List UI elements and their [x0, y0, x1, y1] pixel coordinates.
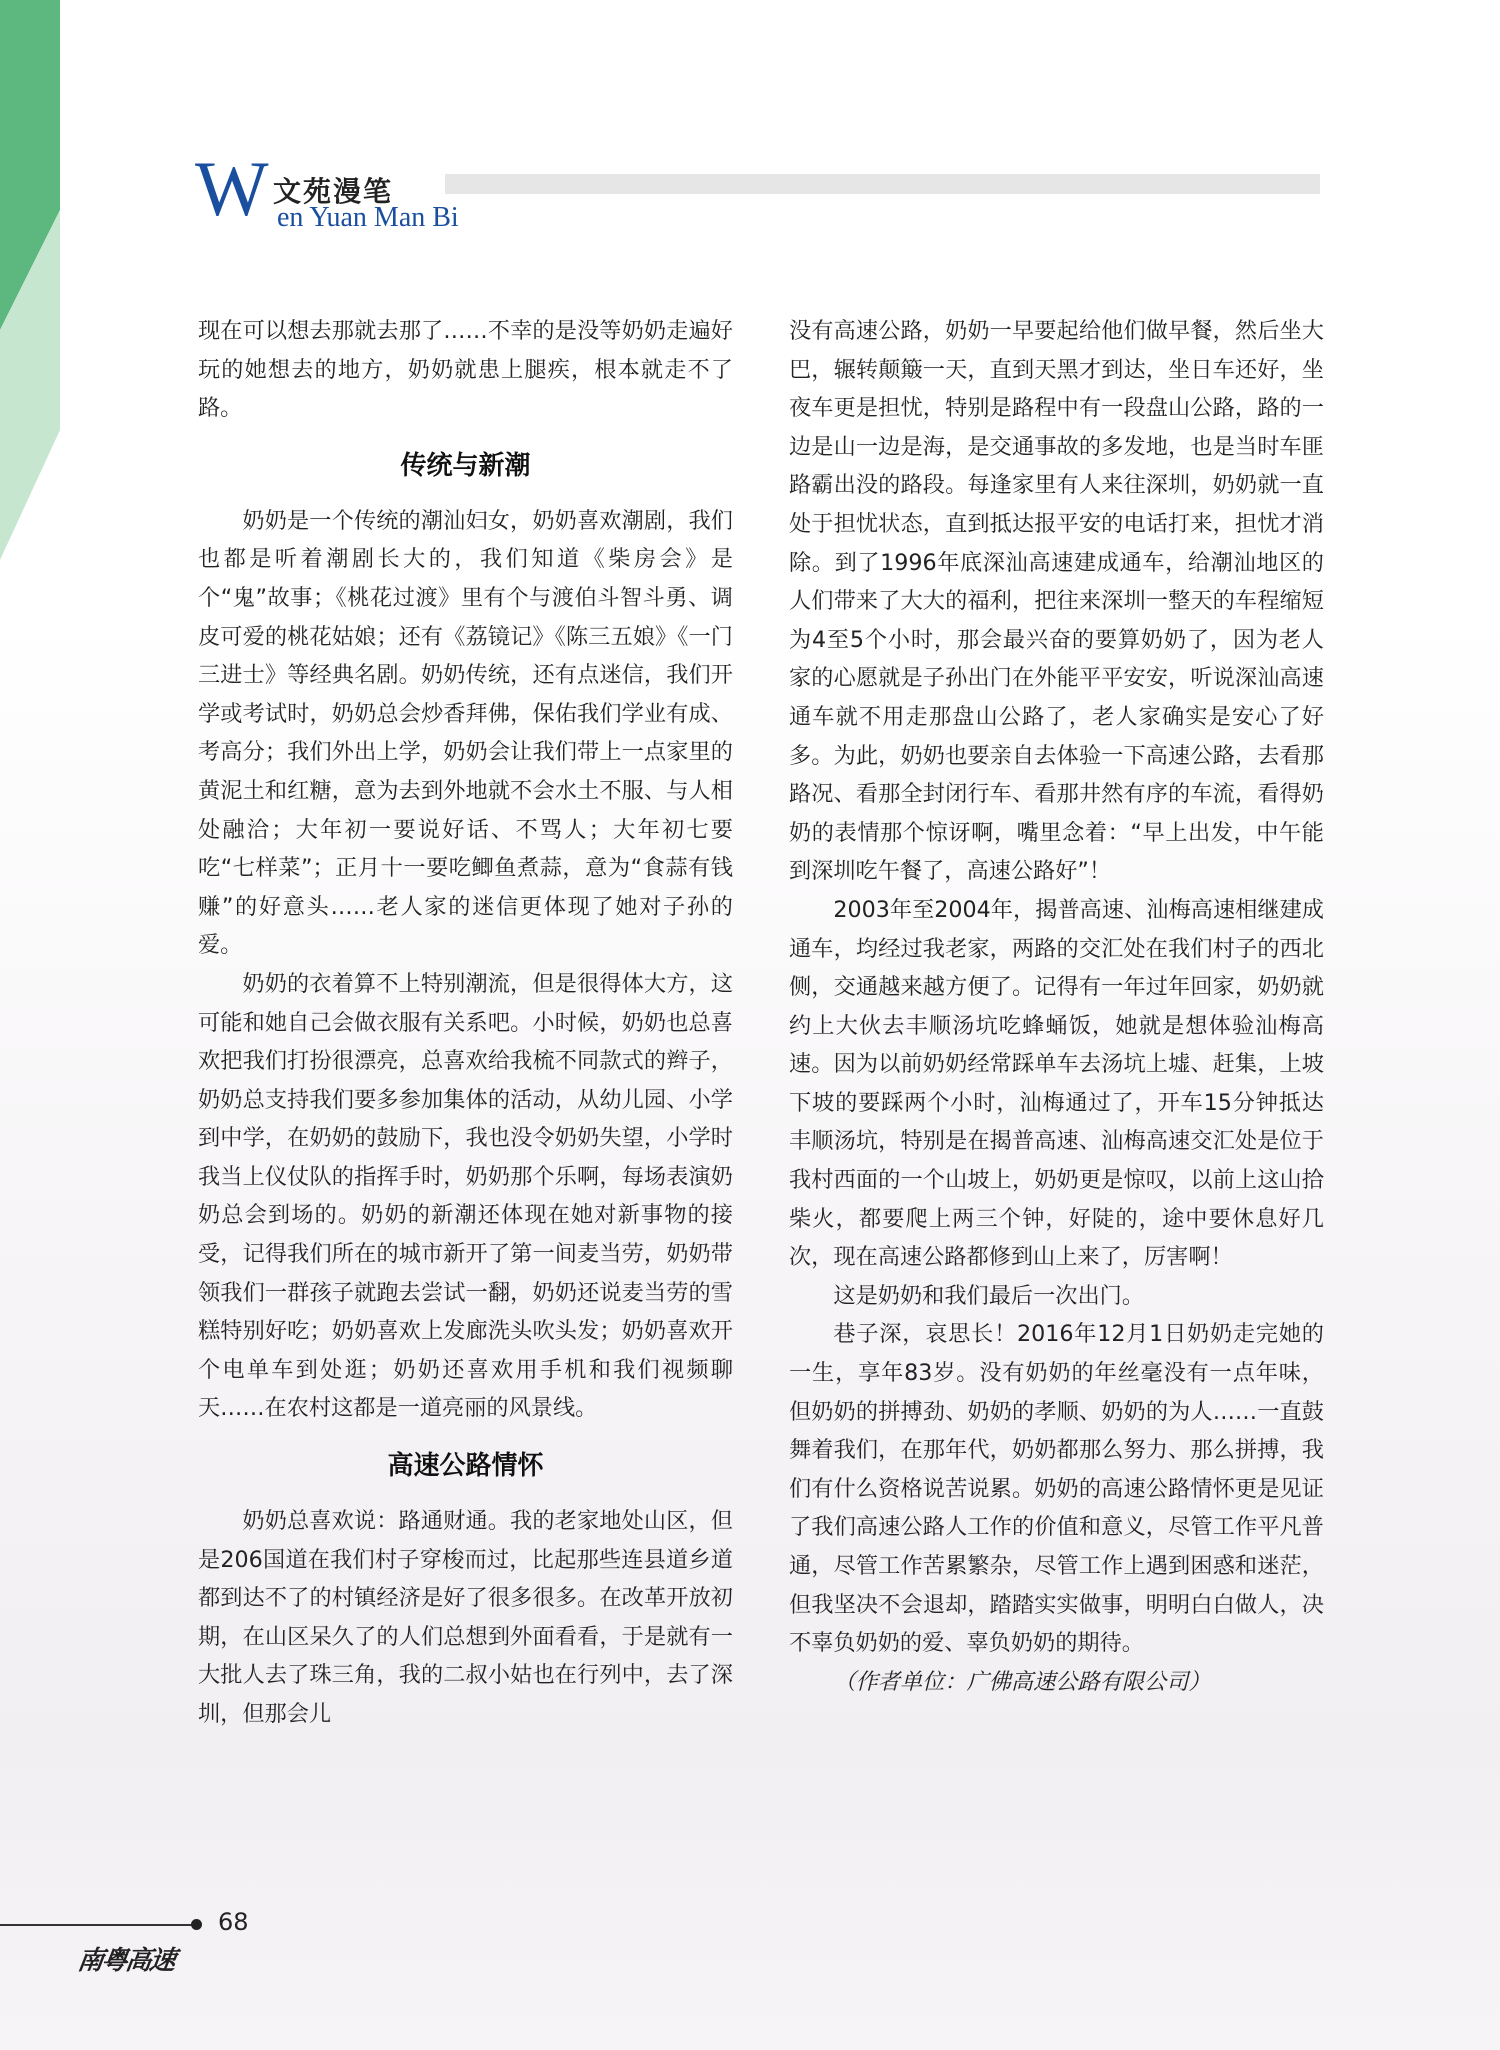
header-bar	[445, 174, 1320, 194]
left-column	[198, 312, 733, 1734]
section-title-chinese: 文苑漫笔	[273, 175, 394, 208]
paragraph-fashion: 奶奶的衣着算不上特别潮流，但是很得体大方，这可能和她自己会做衣服有关系吧。小时候，奶奶也总喜欢把我们打扮很漂亮，总喜欢给我梳不同款式的辫子，奶奶总支持我们要多参加集体的活动，从幼儿园、小学到中学，在奶奶的鼓励下，我也没令奶奶失望，小学时我当上仪仗队的指挥手时，奶奶那个乐啊，每场表演奶奶总会到场的。奶奶的新潮还体现在她对新事物的接受，记得我们所在的城市新开了第一间麦当劳，奶奶带领我们一群孩子就跑去尝试一翻，奶奶还说麦当劳的雪糕特别好吃；奶奶喜欢上发廊洗头吹头发；奶奶喜欢开个电单车到处逛；奶奶还喜欢用手机和我们视频聊天……在农村这都是一道亮丽的风景线。	[198, 970, 733, 1422]
author-credit: （作者单位：广佛高速公路有限公司）	[833, 1668, 1211, 1695]
magazine-logo: 南粤高速	[75, 1946, 176, 1976]
paragraph-traditional: 奶奶是一个传统的潮汕妇女，奶奶喜欢潮剧，我们也都是听着潮剧长大的，我们知道《柴房会》是个“鬼”故事；《桃花过渡》里有个与渡伯斗智斗勇、调皮可爱的桃花姑娘；还有《荔镜记》《陈三五娘》《一门三进士》等经典名剧。奶奶传统，还有点迷信，我们开学或考试时，奶奶总会炒香拜佛，保佑我们学业有成、考高分；我们外出上学，奶奶会让我们带上一点家里的黄泥土和红糖，意为去到外地就不会水土不服、与人相处融洽；大年初一要说好话、不骂人；大年初七要吃“七样菜”；正月十一要吃鲫鱼煮蒜，意为“食蒜有钱赚”的好意头……老人家的迷信更体现了她对子孙的爱。	[198, 507, 733, 959]
paragraph-intro: 现在可以想去那就去那了……不幸的是没等奶奶走遍好玩的她想去的地方，奶奶就患上腿疾，根本就走不了路。	[198, 318, 733, 422]
subheading-highway: 高速公路情怀	[387, 1451, 544, 1482]
paragraph-farewell: 巷子深，哀思长！2016年12月1日奶奶走完她的一生，享年83岁。没有奶奶的年丝毫没有一点年味，但奶奶的拼搏劲、奶奶的孝顺、奶奶的为人……一直鼓舞着我们，在那年代，奶奶都那么努力、那么拼搏，我们有什么资格说苦说累。奶奶的高速公路情怀更是见证了我们高速公路人工作的价值和意义，尽管工作平凡普通，尽管工作苦累繁杂，尽管工作上遇到困惑和迷茫，但我坚决不会退却，踏踏实实做事，明明白白做人，决不辜负奶奶的爱、辜负奶奶的期待。	[789, 1321, 1324, 1657]
right-column	[789, 312, 1324, 1701]
paragraph-last-trip: 这是奶奶和我们最后一次出门。	[833, 1282, 1145, 1309]
subheading-tradition: 传统与新潮	[400, 450, 531, 481]
decorative-green-stripe	[0, 0, 60, 560]
footer-rule	[0, 1924, 195, 1926]
section-header	[195, 145, 1325, 240]
page-number: 68	[218, 1908, 249, 1936]
header-initial: W	[195, 145, 269, 232]
paragraph-highway: 奶奶总喜欢说：路通财通。我的老家地处山区，但是206国道在我们村子穿梭而过，比起那些连县道乡道都到达不了的村镇经济是好了很多很多。在改革开放初期，在山区呆久了的人们总想到外面看看，于是就有一大批人去了珠三角，我的二叔小姑也在行列中，去了深圳，但那会儿	[198, 1508, 733, 1727]
paragraph-continued: 没有高速公路，奶奶一早要起给他们做早餐，然后坐大巴，辗转颠簸一天，直到天黑才到达，坐日车还好，坐夜车更是担忧，特别是路程中有一段盘山公路，路的一边是山一边是海，是交通事故的多发地，也是当时车匪路霸出没的路段。每逢家里有人来往深圳，奶奶就一直处于担忧状态，直到抵达报平安的电话打来，担忧才消除。到了1996年底深汕高速建成通车，给潮汕地区的人们带来了大大的福利，把往来深圳一整天的车程缩短为4至5个小时，那会最兴奋的要算奶奶了，因为老人家的心愿就是子孙出门在外能平平安安，听说深汕高速通车就不用走那盘山公路了，老人家确实是安心了好多。为此，奶奶也要亲自去体验一下高速公路，去看那路况、看那全封闭行车、看那井然有序的车流，看得奶奶的表情那个惊讶啊，嘴里念着：“早上出发，中午能到深圳吃午餐了，高速公路好”！	[789, 318, 1324, 885]
section-title-english: en Yuan Man Bi	[277, 202, 459, 233]
footer-dot	[191, 1919, 202, 1930]
paragraph-2003: 2003年至2004年，揭普高速、汕梅高速相继建成通车，均经过我老家，两路的交汇处在我们村子的西北侧，交通越来越方便了。记得有一年过年回家，奶奶就约上大伙去丰顺汤坑吃蜂蛹饭，她就是想体验汕梅高速。因为以前奶奶经常踩单车去汤坑上墟、赶集，上坡下坡的要踩两个小时，汕梅通过了，开车15分钟抵达丰顺汤坑，特别是在揭普高速、汕梅高速交汇处是位于我村西面的一个山坡上，奶奶更是惊叹，以前上这山拾柴火，都要爬上两三个钟，好陡的，途中要休息好几次，现在高速公路都修到山上来了，厉害啊！	[789, 896, 1324, 1271]
